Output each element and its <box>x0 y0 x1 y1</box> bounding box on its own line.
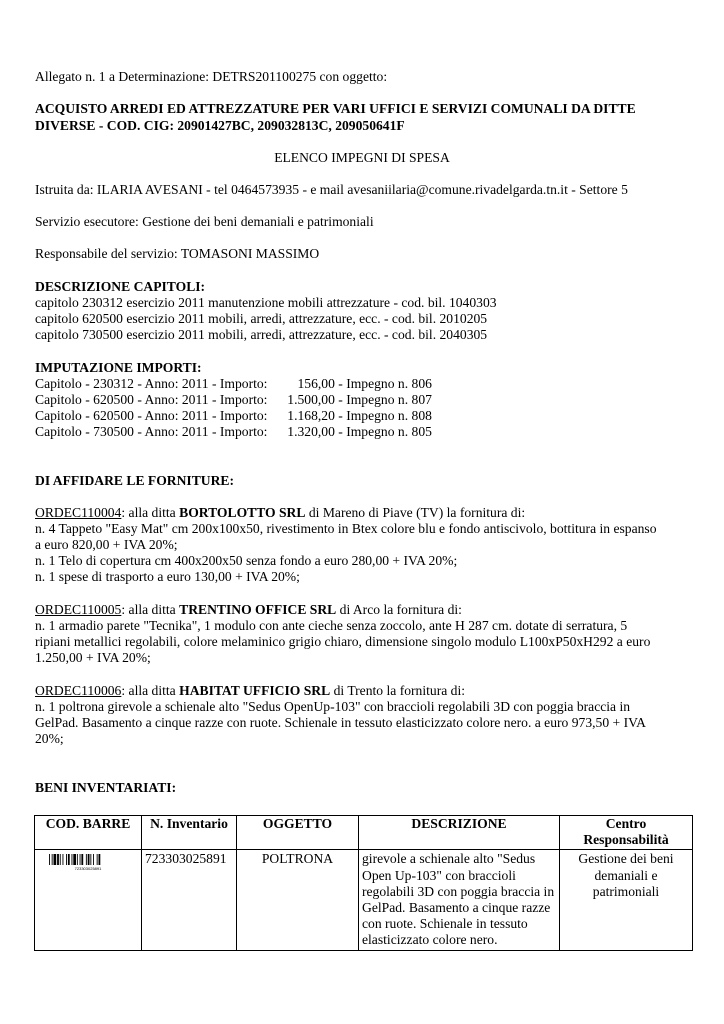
oggetto-line-2: DIVERSE - COD. CIG: 20901427BC, 209032813C, 209050641F <box>35 118 405 133</box>
order-code: ORDEC110006 <box>35 683 122 698</box>
order-line: n. 1 spese di trasporto a euro 130,00 + IVA 20%; <box>35 569 300 584</box>
order-ditta: HABITAT UFFICIO SRL <box>179 683 331 698</box>
table-row <box>35 850 693 950</box>
barcode-bar <box>66 854 67 865</box>
order-line: n. 1 Telo di copertura cm 400x200x50 senza fondo a euro 280,00 + IVA 20%; <box>35 553 458 568</box>
order-line: n. 1 poltrona girevole a schienale alto "Sedus OpenUp-103" con braccioli regolabili 3D con poggia braccia in <box>35 699 631 714</box>
order-pre: : alla ditta <box>121 683 180 698</box>
order-line: GelPad. Basamento a cinque razze con ruote. Schienale in tessuto elasticizzato colore nero. a euro 973,50 + IVA <box>35 715 646 730</box>
imputazione-amount: 156,00 <box>297 376 335 391</box>
barcode-bar <box>68 854 70 865</box>
capitolo-line: capitolo 620500 esercizio 2011 mobili, arredi, attrezzature, ecc. - cod. bil. 2010205 <box>35 311 488 326</box>
order-post: di Trento la fornitura di: <box>330 683 465 698</box>
barcode-bar <box>97 854 98 865</box>
oggetto-cell: POLTRONA <box>237 850 359 950</box>
header-n-inventario: N. Inventario <box>142 816 237 850</box>
barcode-bar <box>90 854 91 865</box>
barcode-bar <box>54 854 57 865</box>
barcode-bar <box>99 854 101 865</box>
capitolo-line: capitolo 230312 esercizio 2011 manutenzione mobili attrezzature - cod. bil. 1040303 <box>35 295 497 310</box>
imputazione-label: Capitolo - 730500 - Anno: 2011 - Importo: <box>35 424 268 439</box>
imputazione-amount: 1.320,00 <box>287 424 335 439</box>
order-line: 1.250,00 + IVA 20%; <box>35 650 151 665</box>
barcode-bar <box>81 854 83 865</box>
imputazione-label: Capitolo - 620500 - Anno: 2011 - Importo: <box>35 408 268 423</box>
order-pre: : alla ditta <box>121 505 180 520</box>
header-centro: Centro Responsabilità <box>560 816 693 850</box>
header-descrizione: DESCRIZIONE <box>359 816 560 850</box>
table-header-row <box>35 816 693 850</box>
descrizione-cell: girevole a schienale alto "Sedus Open Up-103" con braccioli regolabili 3D con poggia braccia in GelPad. Basamento a cinque razze con ruote. Schienale in tessuto elasticizzato colore nero. <box>359 850 560 950</box>
imputazione-amount: 1.168,20 <box>287 408 335 423</box>
barcode-bar <box>86 854 87 865</box>
centro-cell: Gestione dei beni demaniali e patrimoniali <box>560 850 693 950</box>
barcode-bar <box>49 854 50 865</box>
order-header <box>35 602 462 618</box>
order-code: ORDEC110004 <box>35 505 122 520</box>
order-post: di Arco la fornitura di: <box>336 602 462 617</box>
order-ditta: TRENTINO OFFICE SRL <box>179 602 337 617</box>
inventario-cell: 723303025891 <box>142 850 237 950</box>
responsabile-line: Responsabile del servizio: TOMASONI MASSIMO <box>35 246 320 261</box>
order-line: 20%; <box>35 731 64 746</box>
barcode-image <box>47 853 129 871</box>
barcode-bar <box>93 854 94 865</box>
barcode-bar <box>60 854 61 865</box>
beni-title: BENI INVENTARIATI: <box>35 780 177 795</box>
capitolo-line: capitolo 730500 esercizio 2011 mobili, arredi, attrezzature, ecc. - cod. bil. 2040305 <box>35 327 488 342</box>
order-ditta: BORTOLOTTO SRL <box>179 505 306 520</box>
barcode-bar <box>80 854 81 865</box>
order-line: a euro 820,00 + IVA 20%; <box>35 537 178 552</box>
imputazione-row <box>35 424 432 440</box>
imputazione-impegno: - Impegno n. 808 <box>338 408 432 423</box>
istruita-line: Istruita da: ILARIA AVESANI - tel 0464573935 - e mail avesaniilaria@comune.rivadelgarda.tn.it - Settore 5 <box>35 182 628 197</box>
header-cod-barre: COD. BARRE <box>35 816 142 850</box>
imputazione-title: IMPUTAZIONE IMPORTI: <box>35 360 202 375</box>
barcode-bar <box>57 854 59 865</box>
imputazione-row <box>35 376 432 392</box>
order-post: di Mareno di Piave (TV) la fornitura di: <box>305 505 526 520</box>
imputazione-impegno: - Impegno n. 807 <box>338 392 432 407</box>
barcode-text: 723303025891 <box>74 866 102 872</box>
barcode-bar <box>88 854 90 865</box>
order-header <box>35 683 465 699</box>
imputazione-amount: 1.500,00 <box>287 392 335 407</box>
imputazione-label: Capitolo - 620500 - Anno: 2011 - Importo: <box>35 392 268 407</box>
allegato-line: Allegato n. 1 a Determinazione: DETRS201100275 con oggetto: <box>35 69 388 84</box>
barcode-bar <box>73 854 76 865</box>
order-line: ripiani metallici regolabili, colore melaminico grigio chiaro, dimensione singolo modulo L100xP50xH292 a euro <box>35 634 651 649</box>
order-line: n. 4 Tappeto "Easy Mat" cm 200x100x50, rivestimento in Btex colore blu e fondo antiscivolo, bottitura in espanso <box>35 521 657 536</box>
elenco-title: ELENCO IMPEGNI DI SPESA <box>274 150 450 165</box>
servizio-line: Servizio esecutore: Gestione dei beni demaniali e patrimoniali <box>35 214 374 229</box>
barcode-bar <box>77 854 78 865</box>
barcode-bar <box>52 854 53 865</box>
imputazione-row <box>35 392 432 408</box>
imputazione-label: Capitolo - 230312 - Anno: 2011 - Importo: <box>35 376 268 391</box>
oggetto-line-1: ACQUISTO ARREDI ED ATTREZZATURE PER VARI UFFICI E SERVIZI COMUNALI DA DITTE <box>35 101 636 116</box>
order-code: ORDEC110005 <box>35 602 122 617</box>
header-oggetto: OGGETTO <box>237 816 359 850</box>
order-pre: : alla ditta <box>121 602 180 617</box>
capitoli-title: DESCRIZIONE CAPITOLI: <box>35 279 206 294</box>
order-line: n. 1 armadio parete "Tecnika", 1 modulo con ante cieche senza zoccolo, ante H 287 cm. dotate di serratura, 5 <box>35 618 628 633</box>
imputazione-row <box>35 408 432 424</box>
order-header <box>35 505 525 521</box>
barcode-cell <box>35 850 142 950</box>
imputazione-impegno: - Impegno n. 805 <box>338 424 432 439</box>
forniture-title: DI AFFIDARE LE FORNITURE: <box>35 473 235 488</box>
beni-table <box>34 815 693 951</box>
barcode-bar <box>63 854 64 865</box>
imputazione-impegno: - Impegno n. 806 <box>338 376 432 391</box>
barcode-bar <box>72 854 73 865</box>
